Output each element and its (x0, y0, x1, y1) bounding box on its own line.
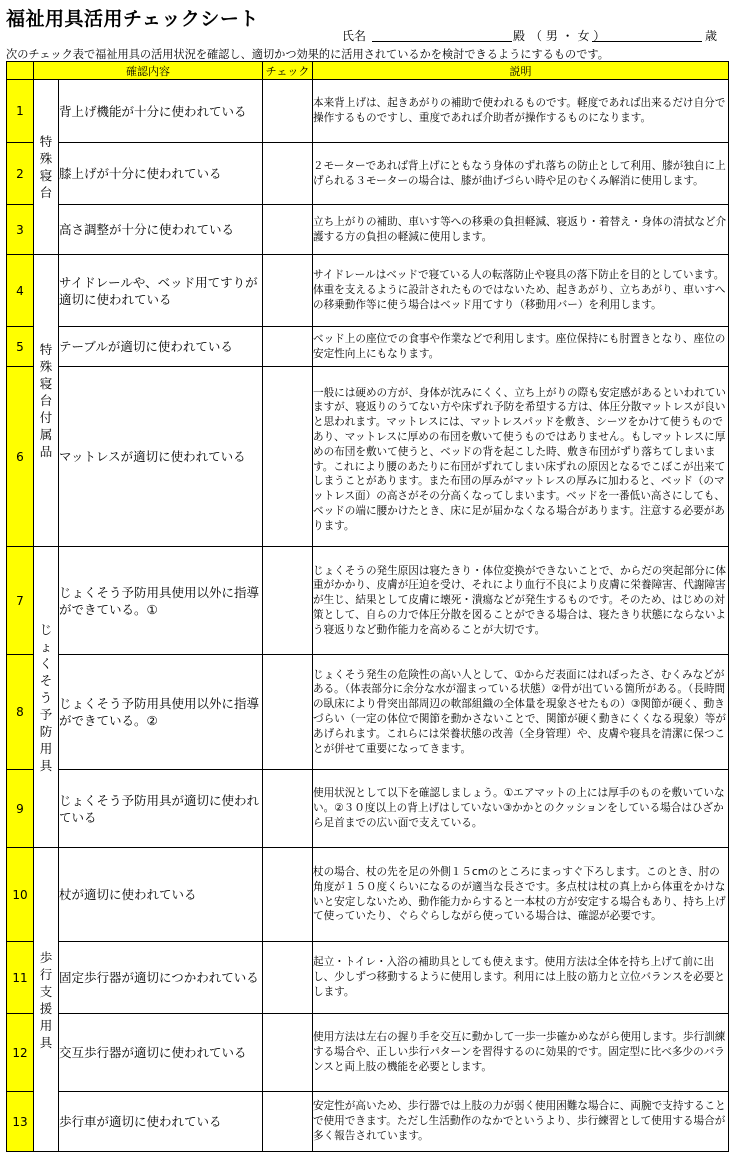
check-box[interactable] (263, 205, 313, 255)
table-row (7, 255, 729, 327)
description: 起立・トイレ・入浴の補助具としても使えます。使用方法は全体を持ち上げて前に出し、少しずつ移動するように使用します。利用には上肢の筋力と立位バランスを必要とします。 (313, 942, 729, 1014)
row-number: 1 (7, 80, 34, 143)
table-row (7, 1014, 729, 1092)
name-line (330, 26, 728, 42)
row-number: 7 (7, 547, 34, 655)
check-item: じょくそう予防用具が適切に使われている (59, 770, 263, 848)
check-box[interactable] (263, 1092, 313, 1152)
check-item: 固定歩行器が適切につかわれている (59, 942, 263, 1014)
check-box[interactable] (263, 848, 313, 942)
check-box[interactable] (263, 255, 313, 327)
check-box[interactable] (263, 80, 313, 143)
row-number: 9 (7, 770, 34, 848)
age-field[interactable] (592, 41, 702, 42)
table-row (7, 848, 729, 942)
name-label: 氏名 (342, 29, 367, 43)
row-number: 5 (7, 327, 34, 367)
check-item: じょくそう予防用具使用以外に指導ができている。① (59, 547, 263, 655)
description: じょくそう発生の危険性の高い人として、①からだ表面にはれぼったさ、むくみなどがある。（体表部分に余分な水が溜まっている状態）②骨が出ている箇所がある。（長時間の臥床により骨突出部周辺の軟部組織の全体量を現象させたもの）③関節が硬く、動きづらい（一定の体位で関節を動かさないことで、関節が硬く動きにくくなる現象）等があげられます。これらには栄養状態の改善（全身管理）や、皮膚や寝具を清潔に保つことが併せて重要になってきます。 (313, 655, 729, 770)
check-item: 歩行車が適切に使われている (59, 1092, 263, 1152)
table-row (7, 80, 729, 143)
sex-selector[interactable]: （ 男 ・ 女 ） (530, 29, 606, 43)
check-box[interactable] (263, 1014, 313, 1092)
header-desc: 説明 (313, 62, 729, 80)
check-box[interactable] (263, 655, 313, 770)
check-box[interactable] (263, 942, 313, 1014)
table-row (7, 205, 729, 255)
check-item: 背上げ機能が十分に使われている (59, 80, 263, 143)
check-table (6, 61, 729, 1152)
row-number: 10 (7, 848, 34, 942)
row-number: 4 (7, 255, 34, 327)
row-number: 13 (7, 1092, 34, 1152)
row-number: 8 (7, 655, 34, 770)
check-item: サイドレールや、ベッド用てすりが適切に使われている (59, 255, 263, 327)
row-number: 3 (7, 205, 34, 255)
check-box[interactable] (263, 327, 313, 367)
description: 立ち上がりの補助、車いす等への移乗の負担軽減、寝返り・着替え・身体の清拭など介護する方の負担の軽減に使用します。 (313, 205, 729, 255)
check-box[interactable] (263, 547, 313, 655)
table-row (7, 547, 729, 655)
name-field[interactable] (372, 41, 512, 42)
row-number: 2 (7, 143, 34, 205)
table-row (7, 770, 729, 848)
description: 安定性が高いため、歩行器では上肢の力が弱く使用困難な場合に、両腕で支持することで使用できます。ただし生活動作のなかでというより、歩行練習として使用する場合が多く報告されています。 (313, 1092, 729, 1152)
table-row (7, 655, 729, 770)
description: 一般には硬めの方が、身体が沈みにくく、立ち上がりの際も安定感があるといわれていますが、寝返りのうてない方や床ずれ予防を希望する方は、体圧分散マットレスが良いと思われます。マットレスには、マットレスパッドを敷き、シーツをかけて使うものであり、マットレスに厚めの布団を敷いて使うものではありません。もしマットレスに厚めの布団を敷いて使うと、ベッドの背を起こした時、敷き布団がずり落ちてしまいます。これにより腰のあたりに布団がずれてしまい床ずれの原因となるでこぼこが出来てしまうことがあります。また布団の厚みがマットレスの厚みに加わると、ベッド（のマットレス面）の高さがその分高くなってしまいます。ベッドを一番低い高さにしても、ベッドの端に腰かけたとき、床に足が届かなくなる場合があります。注意する必要があります。 (313, 367, 729, 547)
check-item: 杖が適切に使われている (59, 848, 263, 942)
description: じょくそうの発生原因は寝たきり・体位変換ができないことで、からだの突起部分に体重がかかり、皮膚が圧迫を受け、それにより血行不良により皮膚に栄養障害、代謝障害が生じ、結果として皮膚に壊死・潰瘍などが発生するものです。そのため、はじめの対策として、自らの力で体圧分散を図ることができる場合は、寝たきり状態にならないよう寝返りなど動作能力を高めることが大切です。 (313, 547, 729, 655)
check-item: 高さ調整が十分に使われている (59, 205, 263, 255)
table-row (7, 1092, 729, 1152)
table-row (7, 143, 729, 205)
check-item: テーブルが適切に使われている (59, 327, 263, 367)
check-box[interactable] (263, 770, 313, 848)
category-bed: 特殊寝台 (34, 80, 59, 255)
category-bed-accessories: 特殊寝台付属品 (34, 255, 59, 547)
check-box[interactable] (263, 143, 313, 205)
honorific: 殿 (513, 29, 526, 43)
description: 杖の場合、杖の先を足の外側１５cmのところにまっすぐ下ろします。このとき、肘の角度が１５０度くらいになるのが適当な長さです。多点杖は杖の真上から体重をかけないと安定しないため、動作能力からすると一本杖の方が安定する場合もあり、持ち上げて使っていたり、ぐらぐらしながら使っている場合は、確認が必要です。 (313, 848, 729, 942)
row-number: 6 (7, 367, 34, 547)
description: サイドレールはベッドで寝ている人の転落防止や寝具の落下防止を目的としています。体重を支えるように設計されたものではないため、起きあがり、立ちあがり、車いすへの移乗動作等に使う場合はベッド用てすり（移動用バー）を利用します。 (313, 255, 729, 327)
check-item: 膝上げが十分に使われている (59, 143, 263, 205)
intro-text: 次のチェック表で福祉用具の活用状況を確認し、適切かつ効果的に活用されているかを検討できるようにするものです。 (6, 48, 609, 61)
description: ２モーターであれば背上げにともなう身体のずれ落ちの防止として利用、膝が独自に上げられる３モーターの場合は、膝が曲げづらい時や足のむくみ解消に使用します。 (313, 143, 729, 205)
check-item: 交互歩行器が適切に使われている (59, 1014, 263, 1092)
age-label: 歳 (705, 29, 718, 43)
description: 使用状況として以下を確認しましょう。①エアマットの上には厚手のものを敷いていない。②３０度以上の背上げはしていない③かかとのクッションをしている場合はひざから足首までの広い面で支えている。 (313, 770, 729, 848)
category-walking-aid: 歩行支援用具 (34, 848, 59, 1152)
description: 本来背上げは、起きあがりの補助で使われるものです。軽度であれば出来るだけ自分で操作するものですし、重度であれば介助者が操作するものになります。 (313, 80, 729, 143)
description: 使用方法は左右の握り手を交互に動かして一歩一歩確かめながら使用します。歩行訓練する場合や、正しい歩行パターンを習得するのに効果的です。固定型に比べ多少のバランスと両上肢の機能を必要とします。 (313, 1014, 729, 1092)
table-row (7, 327, 729, 367)
page-title: 福祉用具活用チェックシート (6, 8, 259, 30)
header-content: 確認内容 (34, 62, 263, 80)
table-row (7, 367, 729, 547)
header-num (7, 62, 34, 80)
row-number: 12 (7, 1014, 34, 1092)
check-box[interactable] (263, 367, 313, 547)
description: ベッド上の座位での食事や作業などで利用します。座位保持にも肘置きとなり、座位の安定性向上にもなります。 (313, 327, 729, 367)
header-check: チェック (263, 62, 313, 80)
check-item: マットレスが適切に使われている (59, 367, 263, 547)
check-item: じょくそう予防用具使用以外に指導ができている。② (59, 655, 263, 770)
table-row (7, 942, 729, 1014)
category-pressure-ulcer: じょくそう予防用具 (34, 547, 59, 848)
row-number: 11 (7, 942, 34, 1014)
